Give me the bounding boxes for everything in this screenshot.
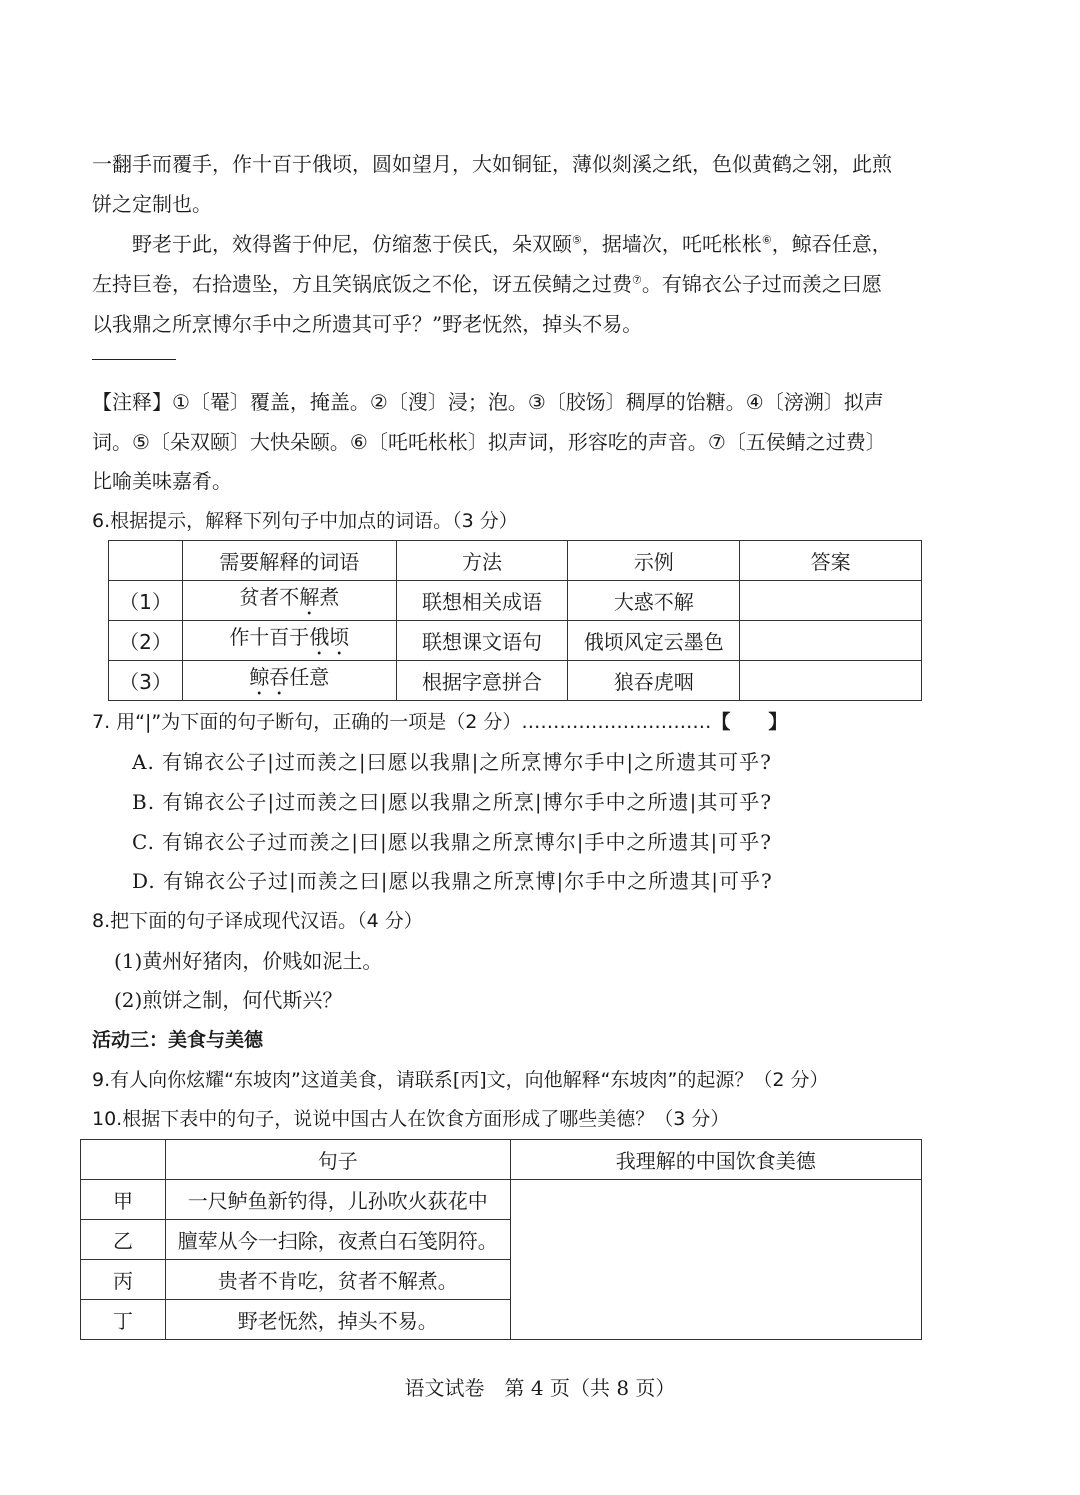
table-row <box>109 581 922 621</box>
header-cell: 句子 <box>165 1140 510 1180</box>
footnote-divider <box>92 359 176 360</box>
row-label: 乙 <box>81 1220 166 1260</box>
header-cell <box>81 1140 166 1180</box>
passage-text: 野老于此，效得酱于仲尼，仿缩葱于侯氏，朵双颐 <box>132 232 572 256</box>
answer-cell[interactable] <box>740 621 922 661</box>
method-cell: 联想相关成语 <box>396 581 568 621</box>
row-label: 丙 <box>81 1260 166 1300</box>
dotted-word: 解 <box>299 585 320 609</box>
notes-line: 词。⑤〔朵双颐〕大快朵颐。⑥〔吒吒枨枨〕拟声词，形容吃的声音。⑦〔五侯鲭之过费〕 <box>92 430 886 454</box>
row-number: （1） <box>109 581 183 621</box>
page-footer: 语文试卷 第 4 页（共 8 页） <box>404 1376 676 1400</box>
option-a: A. 有锦衣公子|过而羡之|曰愿以我鼎|之所烹博尔手中|之所遗其可乎? <box>132 750 772 774</box>
header-cell: 示例 <box>568 541 740 581</box>
question-10-table <box>80 1139 922 1340</box>
dotted-word: 俄顷 <box>309 625 350 649</box>
word-text: 贫者不 <box>239 585 300 609</box>
passage-line <box>92 270 882 298</box>
footnote-ref: ⑥ <box>761 233 772 247</box>
question-6-title: 6.根据提示，解释下列句子中加点的词语。（3 分） <box>92 510 518 532</box>
header-cell: 需要解释的词语 <box>182 541 396 581</box>
word-text: 作十百于 <box>229 625 310 649</box>
sentence-cell: 膻荤从今一扫除，夜煮白石笺阴符。 <box>165 1220 510 1260</box>
passage-line: 以我鼎之所烹博尔手中之所遗其可乎？”野老怃然，掉头不易。 <box>92 312 643 336</box>
question-8-title: 8.把下面的句子译成现代汉语。（4 分） <box>92 910 423 932</box>
answer-cell[interactable] <box>740 661 922 701</box>
word-text: 任意 <box>289 665 330 689</box>
table-header-row <box>109 541 922 581</box>
method-cell: 根据字意拼合 <box>396 661 568 701</box>
question-9-title: 9.有人向你炫耀“东坡肉”这道美食，请联系[丙]文，向他解释“东坡肉”的起源？（2 分） <box>92 1069 829 1091</box>
question-8-item: (1)黄州好猪肉，价贱如泥土。 <box>114 949 383 973</box>
answer-bracket[interactable]: 【 】 <box>711 711 788 733</box>
answer-cell[interactable] <box>510 1180 922 1340</box>
passage-text: 左持巨卷，右拾遗坠，方且笑锅底饭之不伦，讶五侯鲭之过费 <box>92 272 632 296</box>
row-label: 甲 <box>81 1180 166 1220</box>
question-8-item: (2)煎饼之制，何代斯兴？ <box>114 988 343 1012</box>
question-10-title: 10.根据下表中的句子，说说中国古人在饮食方面形成了哪些美德？（3 分） <box>92 1108 730 1130</box>
word-cell <box>182 661 396 701</box>
row-number: （2） <box>109 621 183 661</box>
option-d: D. 有锦衣公子过|而羡之曰|愿以我鼎之所烹博|尔手中之所遗其|可乎? <box>132 869 773 893</box>
table-row <box>109 661 922 701</box>
sentence-cell: 野老怃然，掉头不易。 <box>165 1300 510 1340</box>
header-cell: 答案 <box>740 541 922 581</box>
question-6-table <box>108 540 922 701</box>
word-cell <box>182 621 396 661</box>
option-c: C. 有锦衣公子过而羡之|曰|愿以我鼎之所烹博尔|手中之所遗其|可乎? <box>132 830 772 854</box>
footnote-ref: ⑦ <box>632 273 642 287</box>
example-cell: 大惑不解 <box>568 581 740 621</box>
sentence-cell: 贵者不肯吃，贫者不解煮。 <box>165 1260 510 1300</box>
table-header-row <box>81 1140 922 1180</box>
example-cell: 俄顷风定云墨色 <box>568 621 740 661</box>
notes-line: 【注释】①〔罨〕覆盖，掩盖。②〔溲〕浸；泡。③〔胶饧〕稠厚的饴糖。④〔滂溯〕拟声 <box>92 390 884 414</box>
word-text: 煮 <box>319 585 340 609</box>
notes-line: 比喻美味嘉肴。 <box>92 469 232 493</box>
header-cell: 我理解的中国饮食美德 <box>510 1140 922 1180</box>
passage-line: 饼之定制也。 <box>92 192 212 216</box>
header-cell: 方法 <box>396 541 568 581</box>
question-7-text: 7. 用“|”为下面的句子断句，正确的一项是（2 分）………………………… <box>92 711 712 733</box>
answer-cell[interactable] <box>740 581 922 621</box>
method-cell: 联想课文语句 <box>396 621 568 661</box>
passage-line <box>132 230 892 258</box>
table-row <box>109 621 922 661</box>
footnote-ref: ⑤ <box>572 233 582 247</box>
question-7-title <box>92 708 787 736</box>
passage-text: ，鲸吞任意， <box>771 232 892 256</box>
word-cell <box>182 581 396 621</box>
example-cell: 狼吞虎咽 <box>568 661 740 701</box>
passage-text: ，据墙次，吒吒枨枨 <box>581 232 762 256</box>
activity-3-heading: 活动三：美食与美德 <box>92 1029 264 1051</box>
passage-text: 。有锦衣公子过而羡之曰愿 <box>641 272 882 296</box>
dotted-word: 鲸吞 <box>249 665 290 689</box>
option-b: B. 有锦衣公子|过而羡之曰|愿以我鼎之所烹|博尔手中之所遗|其可乎? <box>132 790 773 814</box>
row-number: （3） <box>109 661 183 701</box>
header-cell <box>109 541 183 581</box>
passage-line: 一翻手而覆手，作十百于俄顷，圆如望月，大如铜钲，薄似剡溪之纸，色似黄鹤之翎，此煎 <box>92 152 892 176</box>
row-label: 丁 <box>81 1300 166 1340</box>
table-row <box>81 1180 922 1220</box>
sentence-cell: 一尺鲈鱼新钓得，儿孙吹火荻花中 <box>165 1180 510 1220</box>
